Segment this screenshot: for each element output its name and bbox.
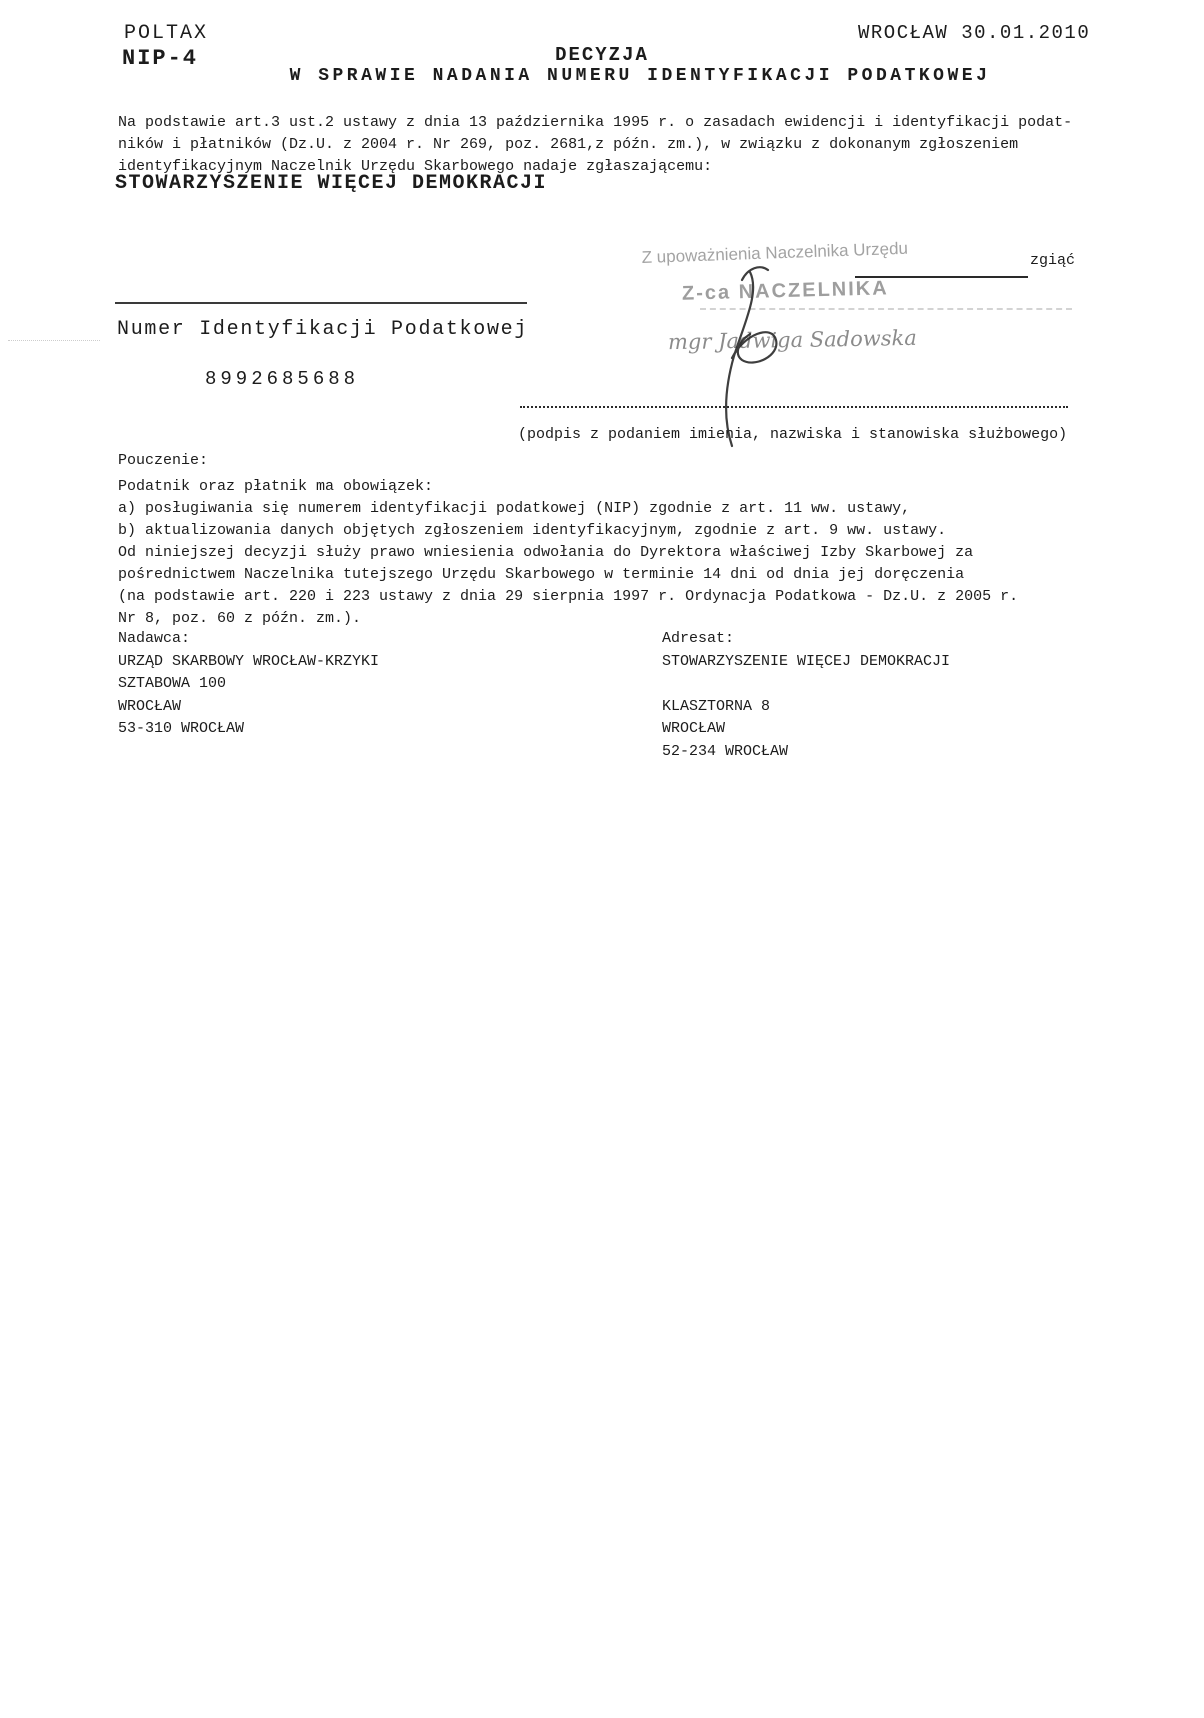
pouczenie-line: a) posługiwania się numerem identyfikacji podatkowej (NIP) zgodnie z art. 11 ww. ustawy, [118,500,911,517]
legal-basis-paragraph [118,112,1072,178]
recipient-line: STOWARZYSZENIE WIĘCEJ DEMOKRACJI [662,652,951,670]
nip-separator-line [115,302,527,304]
pouczenie-text [118,476,1018,630]
sender-line: URZĄD SKARBOWY WROCŁAW-KRZYKI [118,652,380,670]
signature-dotted-line [520,406,1068,408]
scan-artifact-dashes [8,340,100,341]
recipient-line [662,673,950,696]
form-code: POLTAX [124,22,209,45]
recipient-line: KLASZTORNA 8 [662,697,771,715]
paragraph-line: identyfikacyjnym Naczelnik Urzędu Skarbowego nadaje zgłaszającemu: [118,158,713,175]
sender-address-block [118,628,379,741]
sender-line: 53-310 WROCŁAW [118,720,245,737]
sender-heading: Nadawca: [118,630,191,647]
stamp-signer-name: mgr Jadwiga Sadowska [667,325,917,355]
sender-line: SZTABOWA 100 [118,675,227,692]
document-subtitle: W SPRAWIE NADANIA NUMERU IDENTYFIKACJI PODATKOWEJ [289,66,991,86]
pouczenie-line: b) aktualizowania danych objętych zgłoszeniem identyfikacyjnym, zgodnie z art. 9 ww. ustawy. [118,522,947,539]
pouczenie-line: Podatnik oraz płatnik ma obowiązek: [118,478,434,495]
stamp-authorization-text: Z upoważnienia Naczelnika Urzędu [641,238,909,268]
signature-caption: (podpis z podaniem imienia, nazwiska i stanowiska służbowego) [518,426,1068,443]
sender-line: WROCŁAW [118,697,182,715]
nip-number: 8992685688 [205,368,360,390]
recipient-line: 52-234 WROCŁAW [662,742,789,760]
nip-label: Numer Identyfikacji Podatkowej [117,318,529,341]
paragraph-line: ników i płatników (Dz.U. z 2004 r. Nr 269, poz. 2681,z późn. zm.), w związku z dokonanym zgłoszeniem [118,136,1019,153]
place-and-date: WROCŁAW 30.01.2010 [858,22,1091,44]
pouczenie-line: pośrednictwem Naczelnika tutejszego Urzędu Skarbowego w terminie 14 dni od dnia jej doręczenia [118,566,965,583]
taxpayer-name: STOWARZYSZENIE WIĘCEJ DEMOKRACJI [115,172,548,195]
stamp-deputy-title: Z-ca NACZELNIKA [681,277,889,305]
recipient-line: WROCŁAW [662,720,726,737]
paragraph-line: Na podstawie art.3 ust.2 ustawy z dnia 13 października 1995 r. o zasadach ewidencji i identyfikacji podat- [118,114,1073,131]
pouczenie-line: Nr 8, poz. 60 z późn. zm.). [118,610,362,627]
form-type: NIP-4 [122,46,199,71]
fold-mark-line [855,276,1028,278]
recipient-heading: Adresat: [662,630,735,647]
stamp-dashed-line [700,308,1072,310]
pouczenie-heading: Pouczenie: [118,452,209,469]
recipient-address-block [662,628,950,763]
fold-mark-label: zgiąć [1030,252,1076,269]
pouczenie-line: Od niniejszej decyzji służy prawo wniesienia odwołania do Dyrektora właściwej Izby Skarbowej za [118,544,974,561]
pouczenie-line: (na podstawie art. 220 i 223 ustawy z dnia 29 sierpnia 1997 r. Ordynacja Podatkowa - Dz.U. z 2005 r. [118,588,1019,605]
document-title: DECYZJA [555,44,649,66]
